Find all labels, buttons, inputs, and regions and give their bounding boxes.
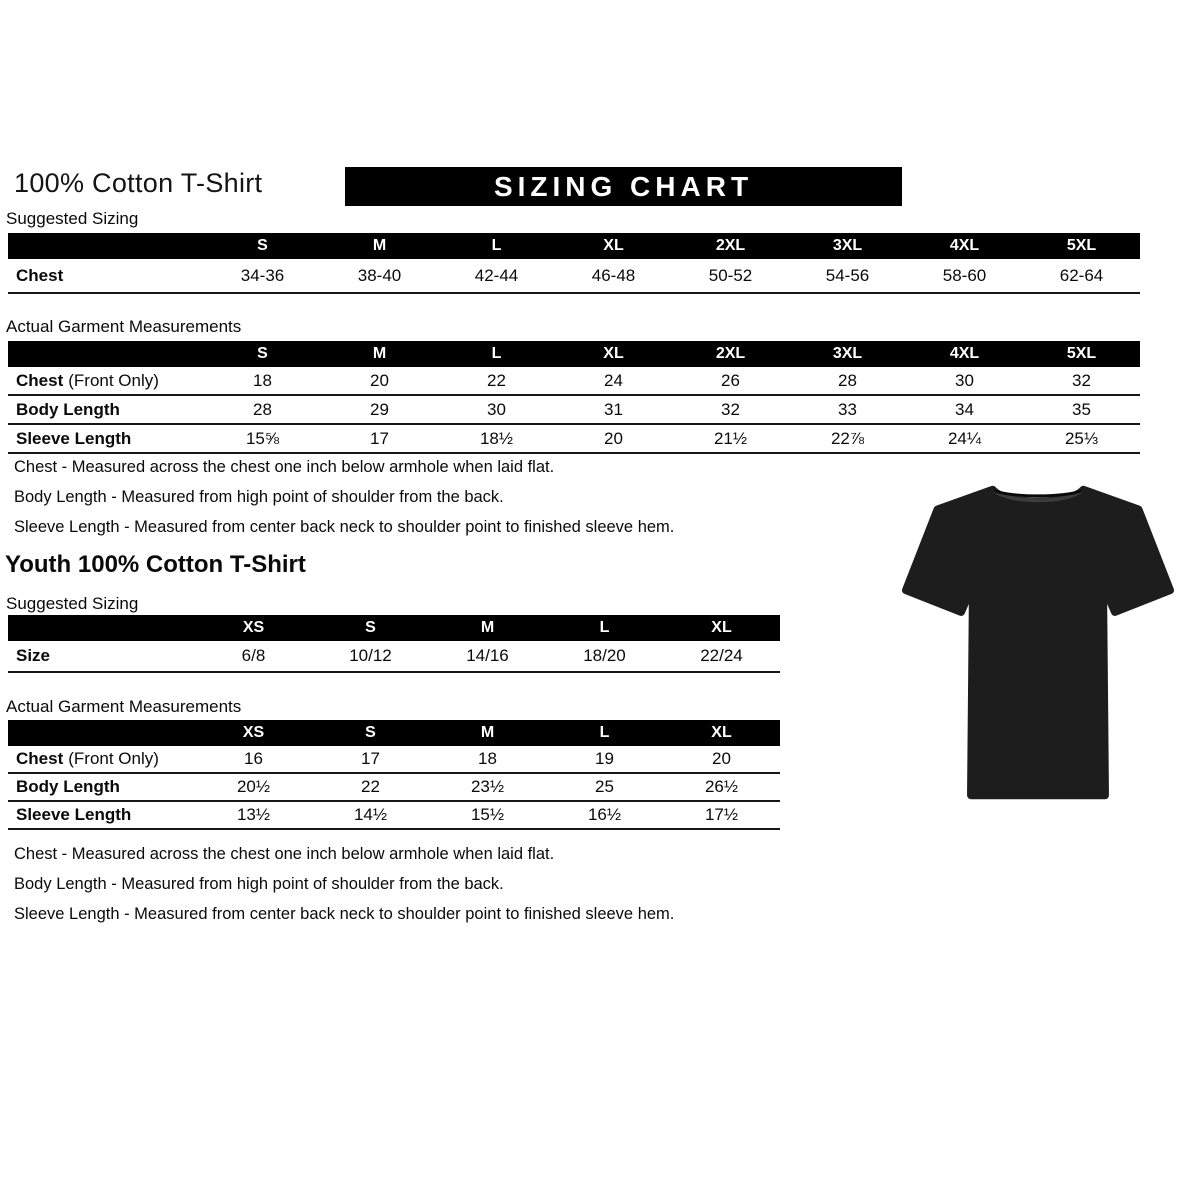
cell: 15½ (470, 805, 505, 824)
cell: 28 (838, 370, 857, 390)
row-label-cell (8, 749, 195, 769)
size-col-header-3xl: 3XL (832, 237, 863, 254)
cell: 24¼ (947, 428, 982, 448)
size-col-header-s: S (257, 345, 268, 362)
cell: 18½ (479, 428, 514, 448)
cell: 22⅞ (830, 428, 865, 448)
size-col-header-xs: XS (242, 619, 265, 636)
row-label-cell (8, 429, 204, 449)
adult-chest-row (8, 367, 1140, 396)
row-label: Chest (16, 749, 64, 768)
youth-sleeve-length-row (8, 802, 780, 830)
cell: 21½ (713, 428, 748, 448)
cell: 18/20 (583, 646, 626, 665)
cell: 29 (370, 399, 389, 419)
cell: 20 (712, 749, 731, 768)
cell: 20 (370, 370, 389, 390)
cell: 26 (721, 370, 740, 390)
youth-body-length-row (8, 774, 780, 802)
tshirt-graphic (888, 470, 1188, 815)
size-col-header-xl: XL (603, 237, 624, 254)
adult-chest-note: Chest - Measured across the chest one inch below armhole when laid flat. (14, 458, 555, 476)
size-col-header-3xl: 3XL (832, 345, 863, 362)
cell: 32 (721, 399, 740, 419)
youth-body-length-note: Body Length - Measured from high point of shoulder from the back. (14, 875, 504, 893)
cell: 54-56 (825, 265, 870, 285)
cell: 17 (361, 749, 380, 768)
cell: 26½ (704, 777, 739, 796)
adult-actual-measurements-table (8, 341, 1140, 454)
cell: 28 (253, 399, 272, 419)
sizing-chart-banner (345, 167, 902, 206)
cell: 42-44 (474, 265, 519, 285)
size-col-header-xl: XL (603, 345, 624, 362)
cell: 20 (604, 428, 623, 448)
cell: 33 (838, 399, 857, 419)
cell: 50-52 (708, 265, 753, 285)
cell: 14/16 (466, 646, 509, 665)
cell: 16 (244, 749, 263, 768)
adult-body-length-row (8, 396, 1140, 425)
cell: 22/24 (700, 646, 743, 665)
size-col-header-5xl: 5XL (1066, 237, 1097, 254)
size-col-header-s: S (257, 237, 268, 254)
page-title: 100% Cotton T-Shirt (14, 168, 263, 198)
adult-sleeve-length-row (8, 425, 1140, 454)
row-label-cell (8, 805, 195, 825)
tshirt-image (888, 470, 1188, 815)
cell: 32 (1072, 370, 1091, 390)
youth-sleeve-length-note: Sleeve Length - Measured from center back neck to shoulder point to finished sleeve hem. (14, 905, 675, 923)
adult-suggested-sizing-label: Suggested Sizing (6, 209, 139, 228)
cell: 38-40 (357, 265, 402, 285)
cell: 15⅝ (245, 428, 280, 448)
youth-size-row (8, 641, 780, 673)
youth-actual-measurements-table (8, 720, 780, 830)
cell: 10/12 (349, 646, 392, 665)
row-label: Chest (16, 265, 64, 285)
size-col-header-s: S (365, 619, 376, 636)
youth-suggested-header-row (8, 615, 780, 641)
cell: 20½ (236, 777, 271, 796)
cell: 22 (487, 370, 506, 390)
adult-suggested-sizing-table (8, 233, 1140, 294)
cell: 17½ (704, 805, 739, 824)
row-label-cell (8, 371, 204, 391)
cell: 34 (955, 399, 974, 419)
youth-actual-measurements-label: Actual Garment Measurements (6, 697, 242, 716)
row-label-cell (8, 646, 195, 666)
youth-title: Youth 100% Cotton T-Shirt (5, 551, 306, 578)
size-col-header-m: M (372, 345, 387, 362)
cell: 17 (370, 428, 389, 448)
adult-suggested-header-row (8, 233, 1140, 259)
size-col-header-l: L (599, 619, 610, 636)
youth-suggested-sizing-label: Suggested Sizing (6, 594, 139, 613)
size-col-header-2xl: 2XL (715, 345, 746, 362)
adult-actual-header-row (8, 341, 1140, 367)
sizing-chart-banner-text: SIZING CHART (493, 170, 754, 202)
youth-actual-header-row (8, 720, 780, 746)
size-col-header-xl: XL (711, 619, 732, 636)
cell: 62-64 (1059, 265, 1104, 285)
cell: 22 (361, 777, 380, 796)
cell: 30 (955, 370, 974, 390)
row-label: Body Length (16, 777, 120, 796)
row-label: Chest (16, 370, 64, 390)
row-label: Body Length (16, 399, 120, 419)
cell: 18 (478, 749, 497, 768)
row-label-cell (8, 777, 195, 797)
youth-suggested-sizing-table (8, 615, 780, 673)
row-label-cell (8, 400, 204, 420)
adult-suggested-chest-row (8, 259, 1140, 294)
cell: 6/8 (241, 646, 266, 665)
cell: 24 (604, 370, 623, 390)
size-col-header-4xl: 4XL (949, 237, 980, 254)
row-label: Size (16, 646, 51, 665)
size-col-header-xl: XL (711, 724, 732, 741)
size-col-header-xs: XS (242, 724, 265, 741)
size-col-header-l: L (491, 237, 502, 254)
row-label-note: (Front Only) (68, 370, 159, 390)
cell: 30 (487, 399, 506, 419)
cell: 25⅓ (1064, 428, 1099, 448)
cell: 18 (253, 370, 272, 390)
size-col-header-s: S (365, 724, 376, 741)
size-col-header-m: M (372, 237, 387, 254)
row-label-note: (Front Only) (68, 749, 159, 768)
size-col-header-5xl: 5XL (1066, 345, 1097, 362)
youth-chest-note: Chest - Measured across the chest one inch below armhole when laid flat. (14, 845, 555, 863)
cell: 35 (1072, 399, 1091, 419)
adult-sleeve-length-note: Sleeve Length - Measured from center back neck to shoulder point to finished sleeve hem. (14, 518, 675, 536)
row-label: Sleeve Length (16, 428, 132, 448)
cell: 58-60 (942, 265, 987, 285)
size-col-header-l: L (599, 724, 610, 741)
size-col-header-4xl: 4XL (949, 345, 980, 362)
cell: 46-48 (591, 265, 636, 285)
cell: 14½ (353, 805, 388, 824)
size-col-header-l: L (491, 345, 502, 362)
row-label: Sleeve Length (16, 805, 132, 824)
size-col-header-2xl: 2XL (715, 237, 746, 254)
youth-chest-row (8, 746, 780, 774)
cell: 13½ (236, 805, 271, 824)
cell: 34-36 (240, 265, 285, 285)
cell: 31 (604, 399, 623, 419)
size-col-header-m: M (480, 724, 495, 741)
adult-actual-measurements-label: Actual Garment Measurements (6, 317, 242, 336)
cell: 25 (595, 777, 614, 796)
adult-body-length-note: Body Length - Measured from high point of shoulder from the back. (14, 488, 504, 506)
size-col-header-m: M (480, 619, 495, 636)
cell: 16½ (587, 805, 622, 824)
row-label-cell (8, 266, 204, 286)
cell: 23½ (470, 777, 505, 796)
cell: 19 (595, 749, 614, 768)
